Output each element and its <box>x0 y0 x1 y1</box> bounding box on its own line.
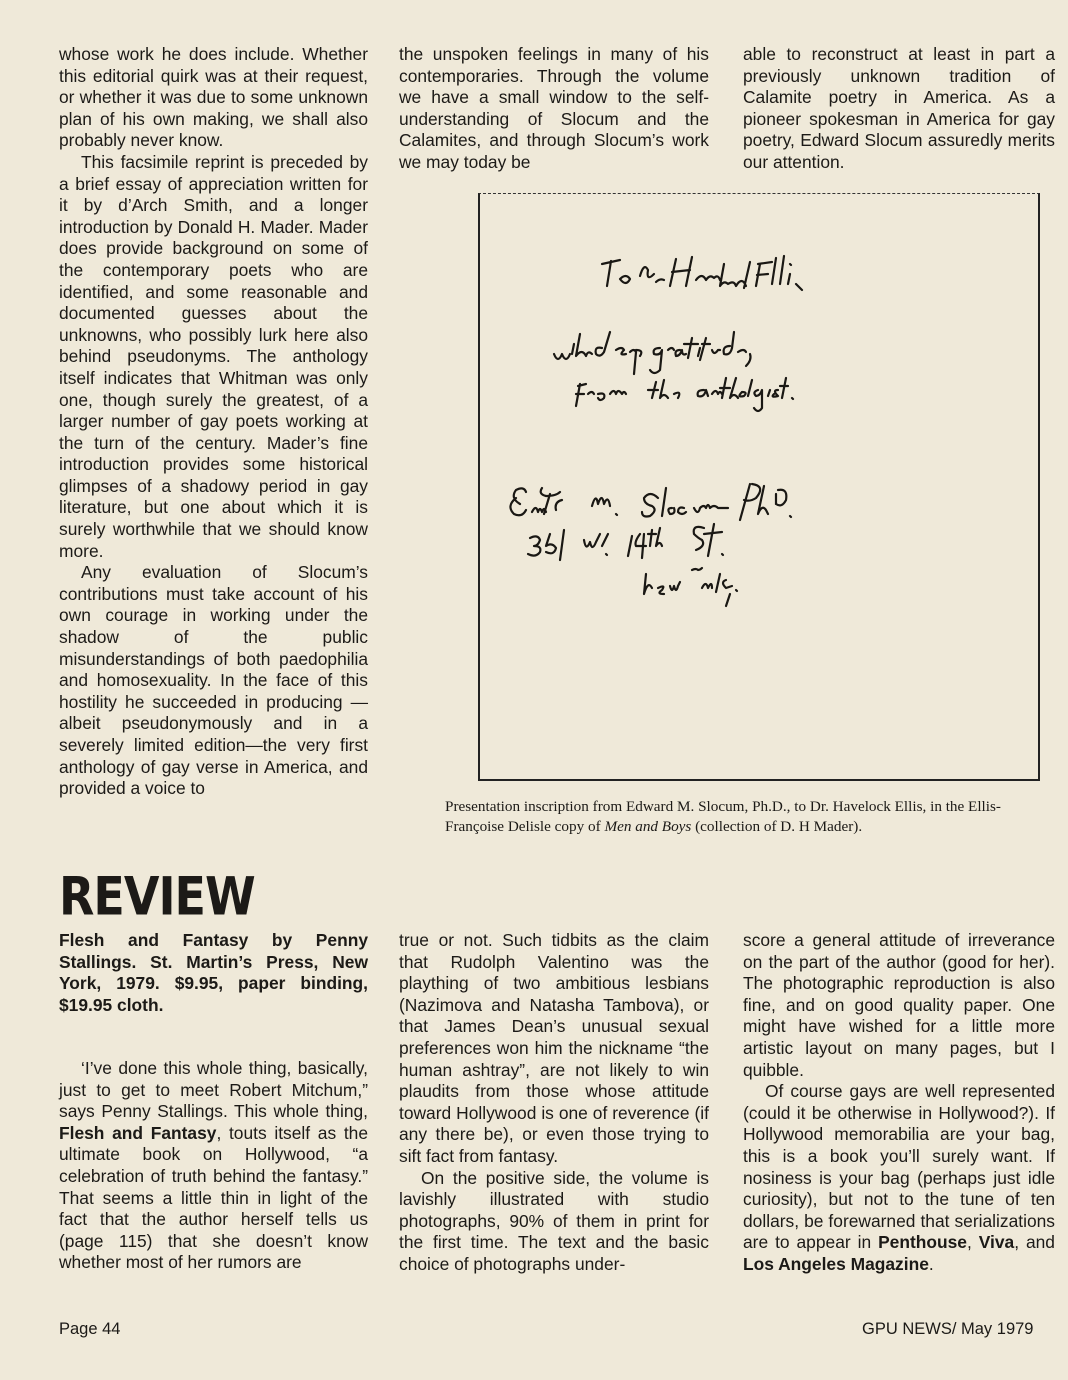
caption-text-end: (collection of D. H Mader). <box>691 818 863 835</box>
caption-text: Presentation inscription from Edward M. Slocum, Ph.D., to Dr. Havelock Ellis, in the Ellis-Françoise Delisle copy of <box>445 798 1001 835</box>
review-book-info: Flesh and Fantasy by Penny Stallings. St. Martin’s Press, New York, 1979. $9.95, paper binding, $19.95 cloth. <box>59 930 368 1015</box>
review-paragraph: On the positive side, the volume is lavishly illustrated with studio photographs, 90% of them in print for the first time. The text and the basic choice of photographs under- <box>399 1167 709 1274</box>
article-paragraph: Any evaluation of Slocum’s contributions must take account of his own courage in working under the shadow of the public misunderstandings of both paedophilia and homosexuality. In the face of this hostility he succeeded in producing —albeit pseudonymously and in a severely limited edition—the very first anthology of gay verse in America, and provided a voice to <box>59 562 368 799</box>
review-paragraph: true or not. Such tidbits as the claim that Rudolph Valentino was the plaything of two ambitious lesbians (Nazimova and Natasha Tambova), or that James Dean’s unusual sexual preferences won him the nickname “the human ashtray”, are not likely to win plaudits from those whose attitude toward Hollywood is one of reverence (if any there be), or even those trying to sift fact from fantasy. <box>399 930 709 1166</box>
publication-name: Viva <box>978 1232 1015 1253</box>
article-paragraph: This facsimile reprint is preceded by a brief essay of appreciation written for it by d’Arch Smith, and a longer introduction by Donald H. Mader. Mader does provide background on some of the contemporary poets who are identified, and some reasonable and documented guesses about the unknowns, who possibly lurk here also behind pseudonyms. The anthology itself indicates that Whitman was only one, though surely the greatest, of a larger number of gay poets working at the turn of the century. Mader’s fine introduction provides some historical glimpses of a shadowy period in gay literature, but one about which it is surely worthwhile that we should know more. <box>59 151 368 561</box>
article-paragraph: able to reconstruct at least in part a previously unknown tradition of Calamite poetry in America. As a pioneer spokesman in America for gay poetry, Edward Slocum assuredly merits our attention. <box>743 44 1055 172</box>
article-paragraph: whose work he does include. Whether this editorial quirk was at their request, or whether it was due to some unknown plan of his own making, we shall also probably never know. <box>59 44 368 151</box>
review-text: ‘I’ve done this whole thing, basically, just to get to meet Robert Mitchum,” says Penny Stallings. This whole thing, <box>59 1058 368 1122</box>
inscription-figure <box>478 193 1040 781</box>
review-heading: REVIEW <box>59 864 255 927</box>
issue-label: GPU NEWS/ May 1979 <box>862 1320 1034 1338</box>
review-book-title: Flesh and Fantasy <box>59 1122 217 1143</box>
handwritten-inscription <box>480 194 1040 780</box>
review-column-1 <box>59 1058 368 1274</box>
article-column-1 <box>59 44 368 800</box>
separator: , and <box>1014 1232 1055 1253</box>
separator: , <box>966 1232 979 1253</box>
publication-name: Los Angeles Magazine <box>743 1253 929 1274</box>
review-text: , touts itself as the ultimate book on Hollywood, “a celebration of truth behind the fantasy.” That seems a little thin in light of the fact that the author herself tells us (page 115) that she doesn’t know whether most of her rumors are <box>59 1122 368 1273</box>
review-column-2 <box>399 930 709 1276</box>
article-paragraph: the unspoken feelings in many of his contemporaries. Through the volume we have a small window to the self-understanding of Slocum and the Calamites, and through Slocum’s work we may today be <box>399 44 709 172</box>
review-paragraph <box>59 1058 368 1274</box>
figure-caption <box>445 797 1045 837</box>
page-number: Page 44 <box>59 1320 121 1338</box>
article-column-2 <box>399 44 709 174</box>
caption-book-title: Men and Boys <box>604 818 692 835</box>
article-column-3 <box>743 44 1055 174</box>
separator: . <box>928 1253 934 1274</box>
review-column-3 <box>743 930 1055 1276</box>
publication-name: Penthouse <box>878 1232 967 1253</box>
review-text: Of course gays are well represented (could it be otherwise in Hollywood?). If Hollywood memorabilia are your bag, this is a book you’ll surely want. If nosiness is your bag (perhaps just idle curiosity), but not to the tune of ten dollars, be forewarned that serializations are to appear in <box>743 1081 1055 1253</box>
review-paragraph: score a general attitude of irreverance on the part of the author (good for her). The photographic reproduction is also fine, and on good quality paper. One might have wished for a little more artistic layout on many pages, but I quibble. <box>743 930 1055 1080</box>
review-paragraph <box>743 1081 1055 1275</box>
